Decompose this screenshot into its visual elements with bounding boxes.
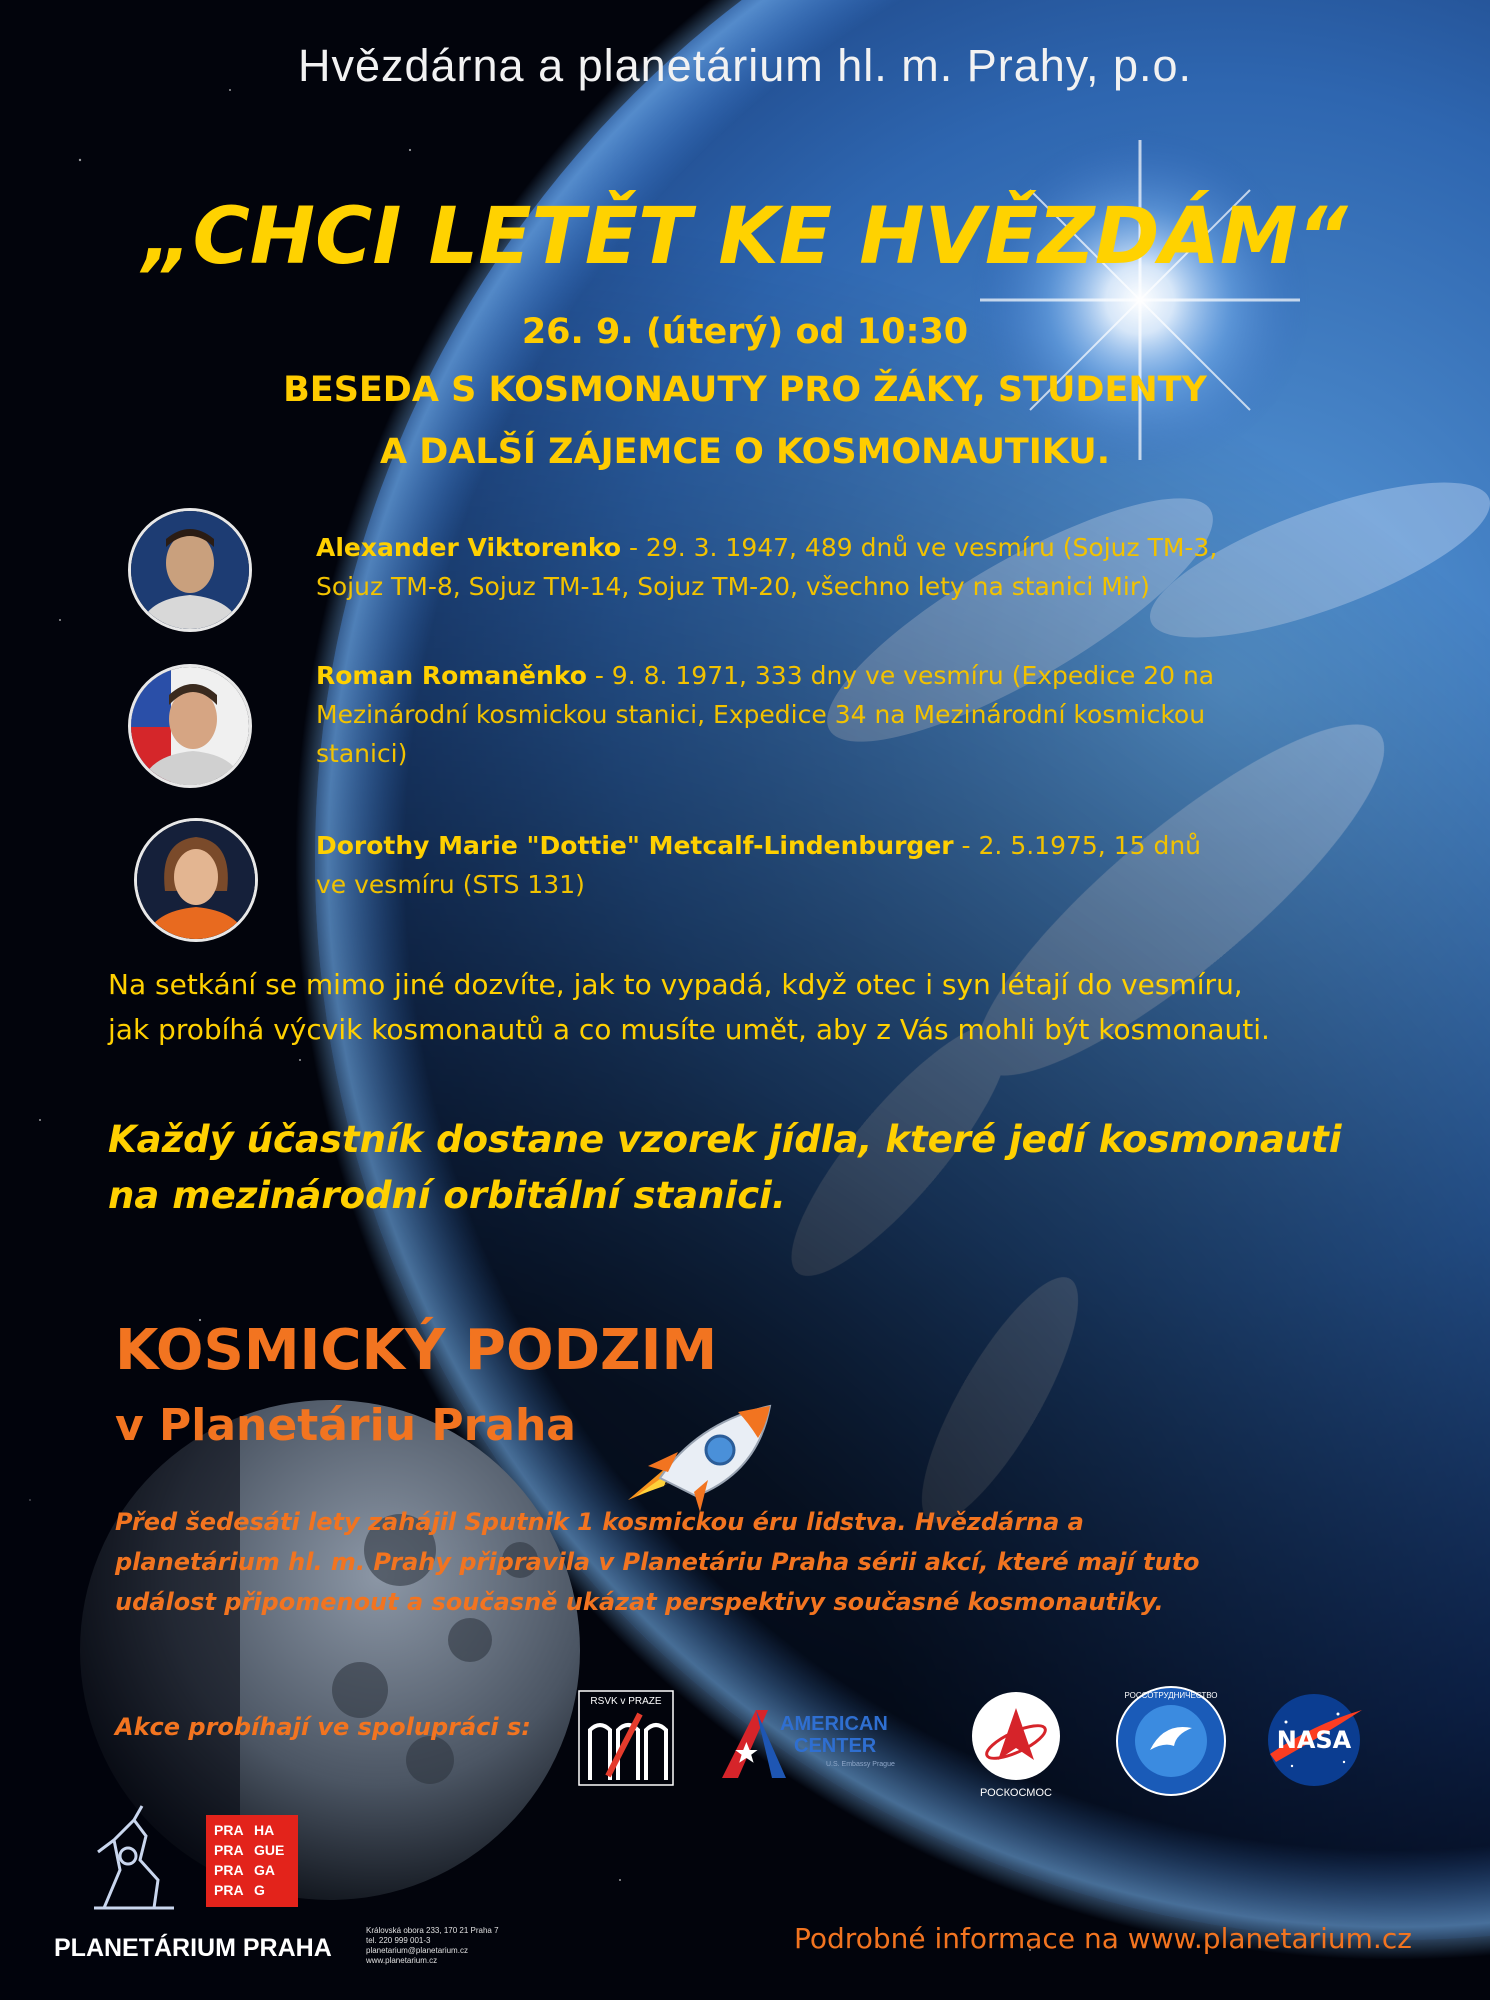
cosmonaut-name: Roman Romaněnko	[316, 661, 587, 690]
planetarium-logo	[84, 1800, 184, 1912]
event-subtitle-line2: A DALŠÍ ZÁJEMCE O KOSMONAUTIKU.	[379, 432, 1110, 472]
cosmonaut-name: Alexander Viktorenko	[316, 533, 621, 562]
praha-logo-text: PRA	[214, 1862, 244, 1878]
praha-logo-text: HA	[254, 1822, 275, 1838]
rsvk-logo	[578, 1690, 674, 1786]
cosmonaut-details: - 29. 3. 1947, 489 dnů ve vesmíru (Sojuz TM-3,	[621, 533, 1218, 562]
praha-logo-text: G	[254, 1882, 265, 1898]
praha-logo-text: PRA	[214, 1822, 244, 1838]
footer-address-line: planetarium@planetarium.cz	[366, 1946, 468, 1955]
partners-label: Akce probíhají ve spolupráci s:	[115, 1713, 531, 1741]
rossotrudnichestvo-logo	[1114, 1684, 1228, 1798]
autumn-subtitle: v Planetáriu Praha	[115, 1400, 576, 1451]
cosmonaut-details: - 2. 5.1975, 15 dnů	[953, 831, 1202, 860]
cosmonaut-details: Sojuz TM-8, Sojuz TM-14, Sojuz TM-20, všechno lety na stanici Mir)	[316, 572, 1150, 601]
praha-logo-text: PRA	[214, 1842, 244, 1858]
cosmonaut-details: ve vesmíru (STS 131)	[316, 870, 585, 899]
praha-logo-text: PRA	[214, 1882, 244, 1898]
rsvk-logo-text: RSVK v PRAZE	[590, 1696, 662, 1707]
cosmonaut-details: stanici)	[316, 739, 408, 768]
cosmonaut-name: Dorothy Marie "Dottie" Metcalf-Lindenburger	[316, 831, 954, 860]
american-center-text: U.S. Embassy Prague	[826, 1761, 895, 1768]
footer-address-line: tel. 220 999 001-3	[366, 1936, 431, 1945]
gift-line: Každý účastník dostane vzorek jídla, které jedí kosmonauti	[108, 1118, 1342, 1161]
cosmonaut-photo	[134, 818, 258, 942]
intro-line: Na setkání se mimo jiné dozvíte, jak to vypadá, když otec i syn létají do vesmíru,	[108, 968, 1243, 1001]
cosmonaut-photo	[128, 664, 252, 788]
gift-line: na mezinárodní orbitální stanici.	[108, 1174, 786, 1217]
autumn-title: KOSMICKÝ PODZIM	[115, 1318, 718, 1383]
nasa-logo	[1262, 1688, 1366, 1792]
footer-address-line: Královská obora 233, 170 21 Praha 7	[366, 1926, 499, 1935]
autumn-text-line: Před šedesáti lety zahájil Sputnik 1 kosmickou éru lidstva. Hvězdárna a	[115, 1508, 1084, 1536]
roscosmos-logo	[964, 1690, 1068, 1800]
roscosmos-text: РОСКОСМОС	[980, 1787, 1052, 1799]
autumn-text-line: událost připomenout a současně ukázat perspektivy současné kosmonautiky.	[115, 1588, 1164, 1616]
rocket-icon	[608, 1392, 788, 1512]
footer-planetarium-name: PLANETÁRIUM PRAHA	[54, 1934, 332, 1962]
cosmonaut-details: - 9. 8. 1971, 333 dny ve vesmíru (Expedice 20 na	[586, 661, 1215, 690]
intro-paragraph	[108, 962, 1408, 1052]
american-center-text: AMERICAN	[780, 1713, 888, 1735]
event-title: „CHCI LETĚT KE HVĚZDÁM“	[142, 192, 1348, 282]
footer-address	[366, 1926, 499, 1966]
event-date: 26. 9. (úterý) od 10:30	[521, 312, 969, 352]
american-center-text: CENTER	[794, 1735, 877, 1757]
american-center-logo	[716, 1702, 916, 1782]
praha-logo	[206, 1815, 298, 1907]
footer-more-info: Podrobné informace na www.planetarium.cz	[794, 1922, 1412, 1955]
footer-address-line: www.planetarium.cz	[366, 1956, 438, 1965]
cosmonaut-photo	[128, 508, 252, 632]
gift-note	[108, 1112, 1358, 1224]
cosmonaut-details: Mezinárodní kosmickou stanici, Expedice 34 na Mezinárodní kosmickou	[316, 700, 1206, 729]
intro-line: jak probíhá výcvik kosmonautů a co musíte umět, aby z Vás mohli být kosmonauti.	[108, 1013, 1270, 1046]
autumn-description	[115, 1502, 1345, 1622]
autumn-text-line: planetárium hl. m. Prahy připravila v Planetáriu Praha sérii akcí, které mají tuto	[115, 1548, 1200, 1576]
organization-title: Hvězdárna a planetárium hl. m. Prahy, p.o.	[297, 40, 1193, 91]
nasa-text: NASA	[1276, 1726, 1352, 1754]
rossotrudnichestvo-text: РОССОТРУДНИЧЕСТВО	[1124, 1691, 1218, 1700]
praha-logo-text: GA	[254, 1862, 275, 1878]
praha-logo-text: GUE	[254, 1842, 285, 1858]
event-subtitle-line1: BESEDA S KOSMONAUTY PRO ŽÁKY, STUDENTY	[283, 370, 1207, 410]
